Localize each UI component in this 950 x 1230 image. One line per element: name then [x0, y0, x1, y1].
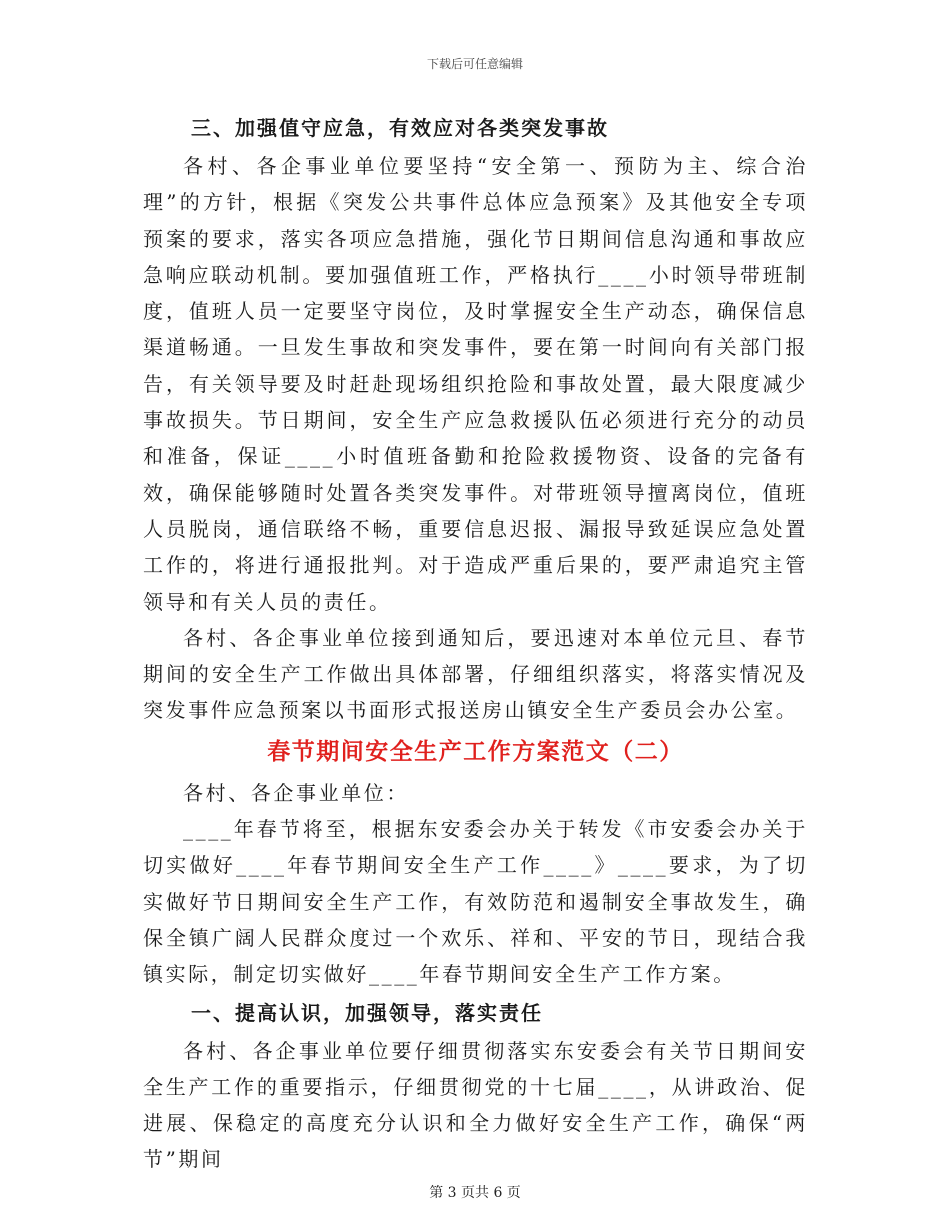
section-heading: 三、加强值守应急，有效应对各类突发事故 — [191, 116, 609, 140]
page-header: 下载后可任意编辑 — [426, 57, 523, 71]
section-heading: 一、提高认识，加强领导，落实责任 — [191, 1000, 543, 1025]
page-footer: 第 3 页共 6 页 — [429, 1185, 521, 1201]
paragraph: 各村、各企事业单位接到通知后，要迅速对本单位元旦、春节期间的安全生产工作做出具体部署，仔细组织落实，将落实情况及突发事件应急预案以书面形式报送房山镇安全生产委员会办公室。 — [143, 625, 808, 723]
paragraph: 各村、各企事业单位要坚持“安全第一、预防为主、综合治理”的方针，根据《突发公共事件总体应急预案》及其他安全专项预案的要求，落实各项应急措施，强化节日期间信息沟通和事故应急响应联动机制。要加强值班工作，严格执行____小时领导带班制度，值班人员一定要坚守岗位，及时掌握安全生产动态，确保信息渠道畅通。一旦发生事故和突发事件，要在第一时间向有关部门报告，有关领导要及时赶赴现场组织抢险和事故处置，最大限度减少事故损失。节日期间，安全生产应急救援队伍必须进行充分的动员和准备，保证____小时值班备勤和抢险救援物资、设备的完备有效，确保能够随时处置各类突发事件。对带班领导擅离岗位，值班人员脱岗，通信联络不畅，重要信息迟报、漏报导致延误应急处置工作的，将进行通报批判。对于造成严重后果的，要严肃追究主管领导和有关人员的责任。 — [143, 154, 808, 614]
paragraph: ____年春节将至，根据东安委会办关于转发《市安委会办关于切实做好____年春节期间安全生产工作____》____要求，为了切实做好节日期间安全生产工作，有效防范和遏制安全事故发生，确保全镇广阔人民群众度过一个欢乐、祥和、平安的节日，现结合我镇实际，制定切实做好____年春节期间安全生产工作方案。 — [143, 817, 808, 987]
document-body — [143, 108, 808, 1178]
document-title: 春节期间安全生产工作方案范文（二） — [267, 737, 684, 765]
paragraph: 各村、各企事业单位要仔细贯彻落实东安委会有关节日期间安全生产工作的重要指示，仔细贯彻党的十七届____，从讲政治、促进展、保稳定的高度充分认识和全力做好安全生产工作，确保“两节”期间 — [143, 1038, 808, 1172]
salutation: 各村、各企事业单位： — [183, 780, 409, 805]
